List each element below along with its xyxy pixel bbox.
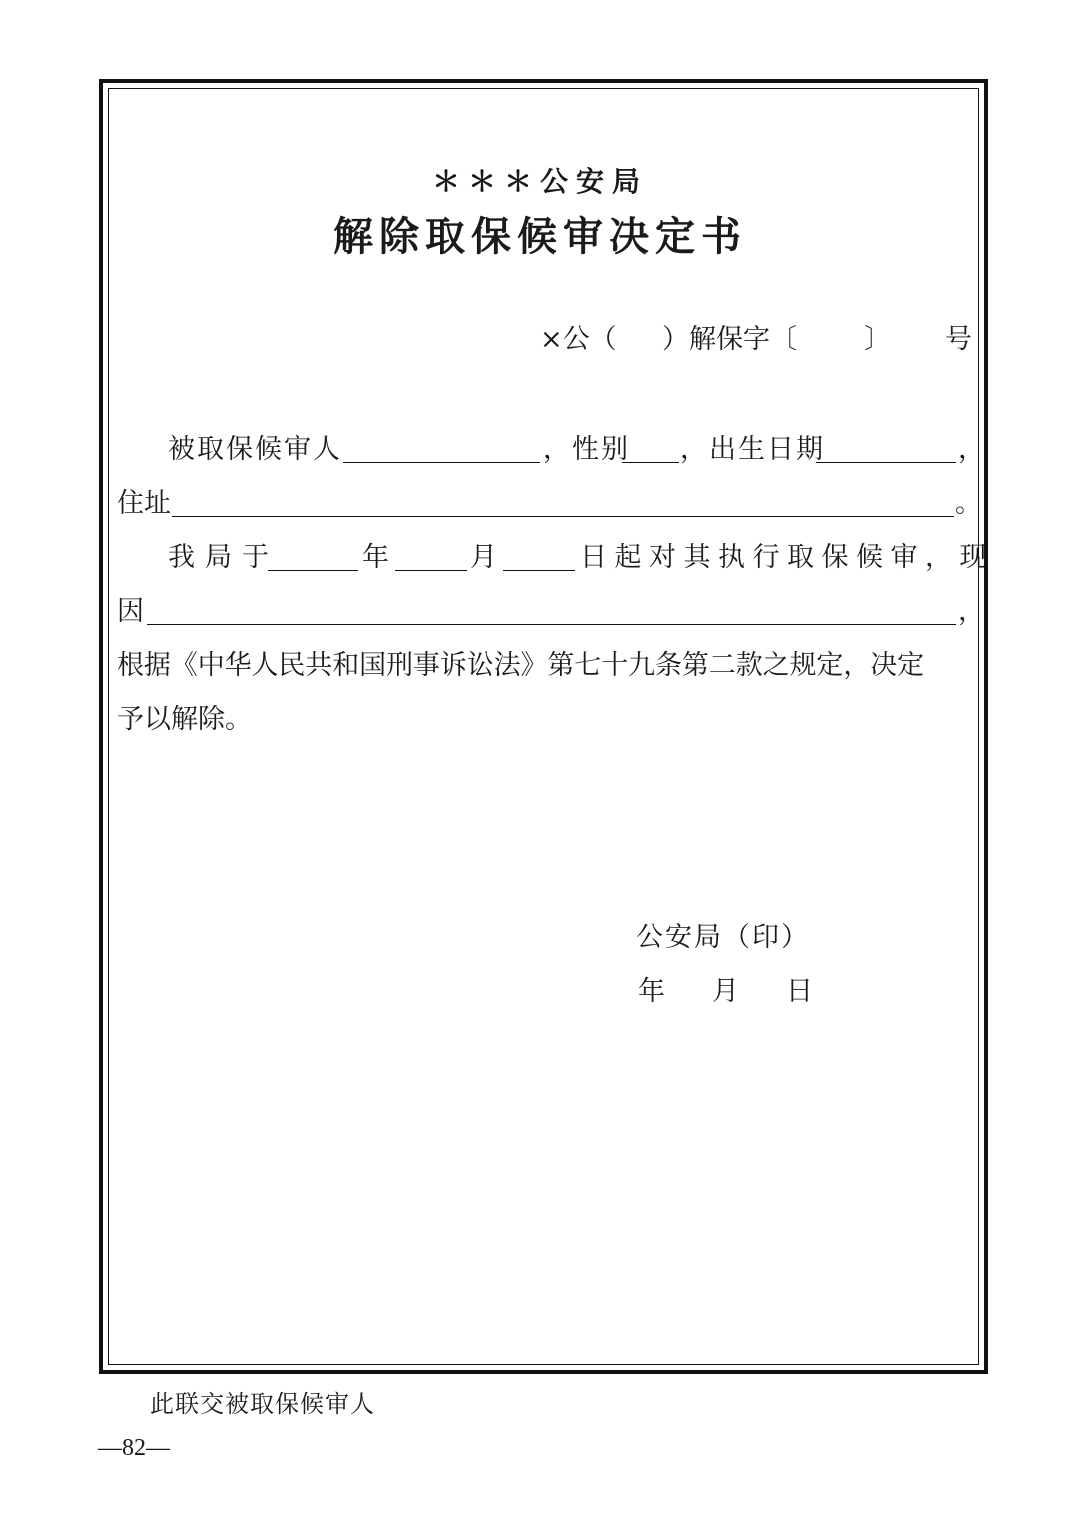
suspect-label: 被取保候审人: [168, 434, 342, 465]
signature-year: 年: [638, 976, 665, 1007]
document-title: 解除取保候审决定书: [333, 213, 747, 260]
doc-number-end: 号: [945, 324, 972, 355]
start-month-field[interactable]: [395, 570, 467, 571]
line1-end: ，: [958, 434, 985, 465]
line2-end: 。: [955, 488, 982, 519]
reason-label: 因: [117, 596, 144, 627]
bureau-on-label: 我局于: [168, 542, 279, 573]
decision-text: 予以解除。: [117, 704, 252, 735]
month-label: 月: [470, 542, 497, 573]
address-field[interactable]: [172, 516, 954, 517]
copy-note: 此联交被取保候审人: [150, 1390, 375, 1418]
sex-label: ，性别: [543, 434, 630, 465]
doc-number-prefix: ×公（: [540, 324, 617, 355]
agency-name: ＊＊＊公安局: [431, 165, 648, 198]
suspect-name-field[interactable]: [343, 462, 540, 463]
bail-start-text: 日起对其执行取保候审，现: [580, 542, 994, 573]
reason-field[interactable]: [147, 624, 956, 625]
birth-date-label: ，出生日期: [680, 434, 825, 465]
doc-number-suffix: 〕: [864, 324, 891, 355]
legal-basis-text: 根据《中华人民共和国刑事诉讼法》第七十九条第二款之规定，决定: [117, 650, 924, 681]
start-day-field[interactable]: [503, 570, 575, 571]
year-label: 年: [362, 542, 389, 573]
signature-org: 公安局（印）: [636, 922, 810, 953]
sex-field[interactable]: [622, 462, 679, 463]
signature-month: 月: [712, 976, 739, 1007]
address-label: 住址: [117, 488, 171, 519]
line4-end: ，: [958, 596, 985, 627]
birth-date-field[interactable]: [816, 462, 956, 463]
start-year-field[interactable]: [268, 570, 358, 571]
page-number: —82—: [98, 1435, 170, 1461]
signature-day: 日: [786, 976, 813, 1007]
doc-number-middle: ）解保字〔: [662, 324, 797, 355]
